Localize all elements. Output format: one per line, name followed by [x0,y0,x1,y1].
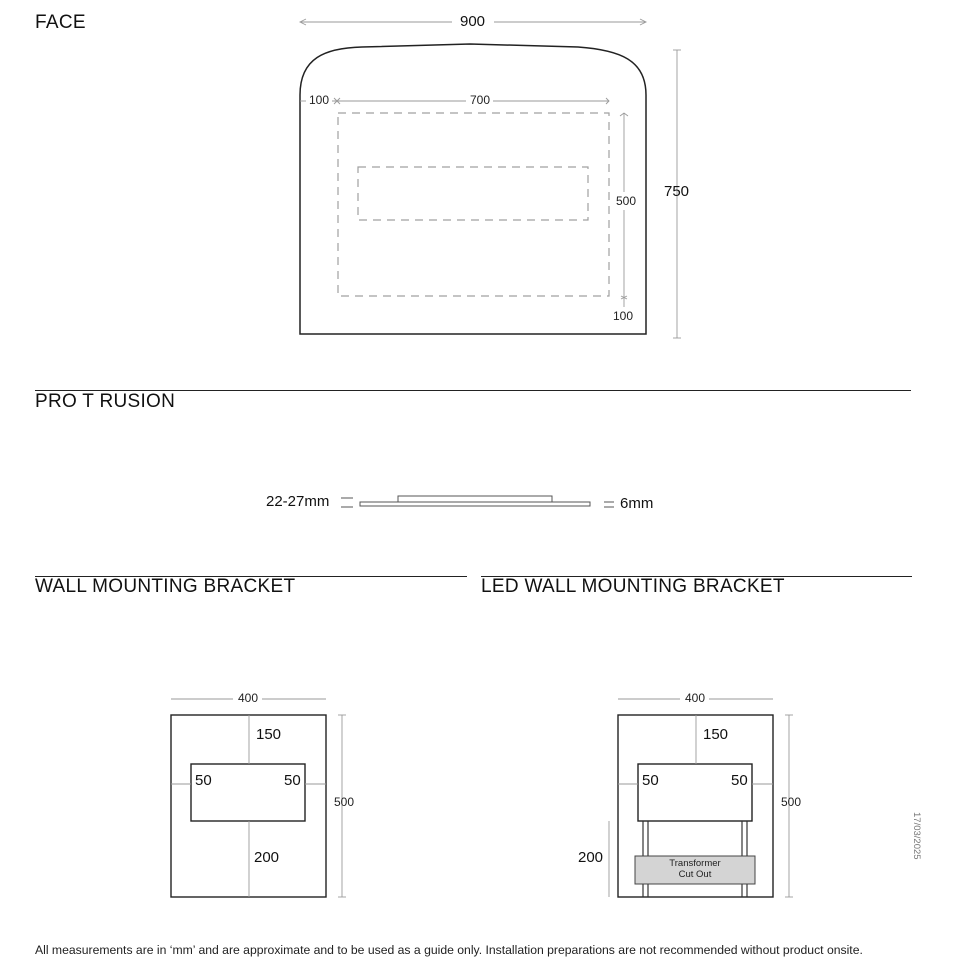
led-zone-inner [358,167,588,220]
led-bracket-top-label: 150 [703,726,729,743]
wall-bracket-left-label: 50 [195,772,212,789]
face-margin-left-label: 100 [309,93,330,107]
protrusion-heading: PRO T RUSION [35,391,176,412]
wall-bracket-right-label: 50 [284,772,301,789]
cutout-line-2: Cut Out [678,869,712,880]
wall-bracket-heading: WALL MOUNTING BRACKET [35,576,296,597]
led-bracket-right-label: 50 [731,772,748,789]
face-height-label: 750 [664,183,690,200]
wall-bracket-top-label: 150 [256,726,282,743]
led-zone-outer [338,113,609,296]
protrusion-depth-label: 22-27mm [266,493,330,510]
led-bracket-left-label: 50 [642,772,659,789]
face-margin-bottom-label: 100 [613,309,634,323]
protrusion-thickness-label: 6mm [620,495,654,512]
led-bracket-heading: LED WALL MOUNTING BRACKET [481,576,785,597]
wall-bracket-bottom-label: 200 [254,849,280,866]
face-inner-height-label: 500 [616,194,637,208]
led-bracket-width-label: 400 [685,691,706,705]
dim-500-100 [620,113,628,307]
transformer-cutout-label [635,858,755,880]
face-width-label: 900 [460,13,486,30]
wall-bracket-width-label: 400 [238,691,259,705]
face-heading: FACE [35,12,86,33]
led-bracket-bottom-label: 200 [578,849,604,866]
cutout-line-1: Transformer [669,858,721,869]
led-bracket-height-label: 500 [781,795,802,809]
dim-100-700 [300,98,609,104]
footer-disclaimer: All measurements are in ‘mm’ and are approximate and to be used as a guide only. Installation preparations are not recommended without product onsite. [35,943,863,957]
mirror-outline [300,44,646,334]
protrusion-profile [341,496,614,507]
face-inner-width-label: 700 [470,93,491,107]
wall-bracket-height-label: 500 [334,795,355,809]
drawing-date: 17/03/2025 [911,812,922,860]
